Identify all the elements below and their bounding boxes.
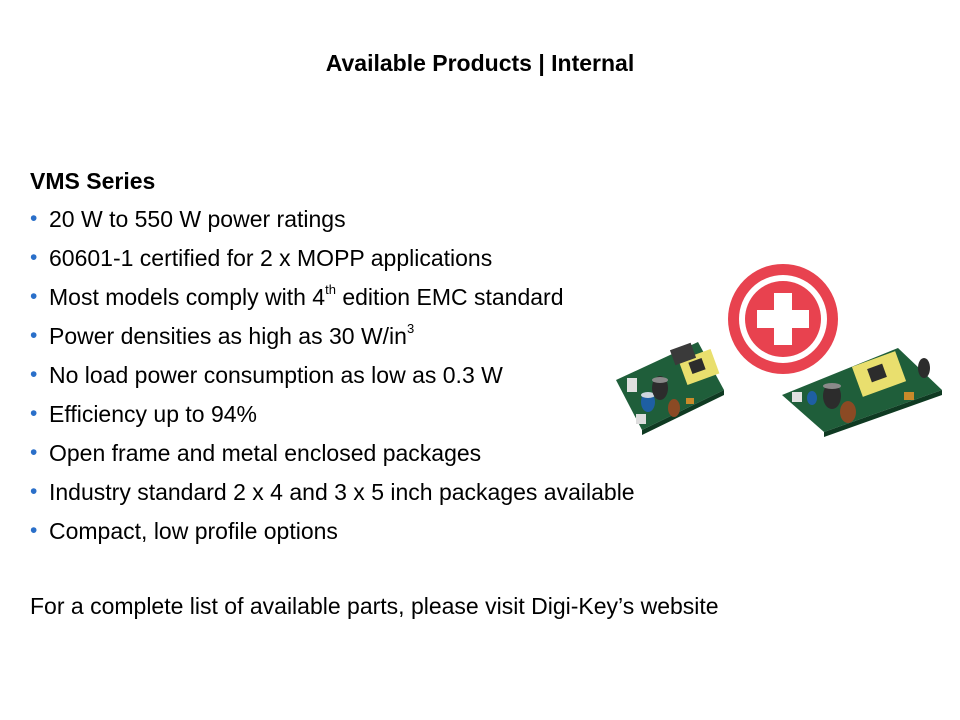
list-item: • Most models comply with 4th edition EMC standard (30, 282, 564, 310)
series-heading: VMS Series (30, 168, 156, 194)
medical-cross-icon (728, 264, 838, 374)
list-item: • No load power consumption as low as 0.3 W (30, 362, 503, 388)
list-item: • Compact, low profile options (30, 518, 338, 544)
superscript: 3 (406, 321, 415, 337)
power-supply-board-left (616, 342, 724, 435)
slide-title: Available Products | Internal (325, 50, 635, 76)
bullet-icon: • (30, 519, 38, 542)
bullet-icon: • (30, 441, 38, 464)
bullet-icon: • (30, 363, 38, 386)
list-item: • Open frame and metal enclosed packages (30, 440, 482, 466)
footer-note: For a complete list of available parts, please visit Digi-Key’s website (30, 593, 719, 619)
bullet-icon: • (30, 285, 38, 308)
bullet-icon: • (30, 324, 38, 347)
bullet-icon: • (30, 402, 38, 425)
list-item: • 20 W to 550 W power ratings (30, 206, 346, 232)
list-item: • Power densities as high as 30 $W/in^3$ (30, 321, 415, 349)
list-item: • 60601-1 certified for 2 x MOPP applications (30, 245, 493, 271)
bullet-icon: • (30, 246, 38, 269)
bullet-icon: • (30, 207, 38, 230)
superscript: th (325, 282, 336, 298)
product-image (612, 262, 946, 438)
list-item: • Industry standard 2 x 4 and 3 x 5 inch packages available (30, 479, 635, 505)
list-item: • Efficiency up to 94% (30, 401, 257, 427)
bullet-icon: • (30, 480, 38, 503)
